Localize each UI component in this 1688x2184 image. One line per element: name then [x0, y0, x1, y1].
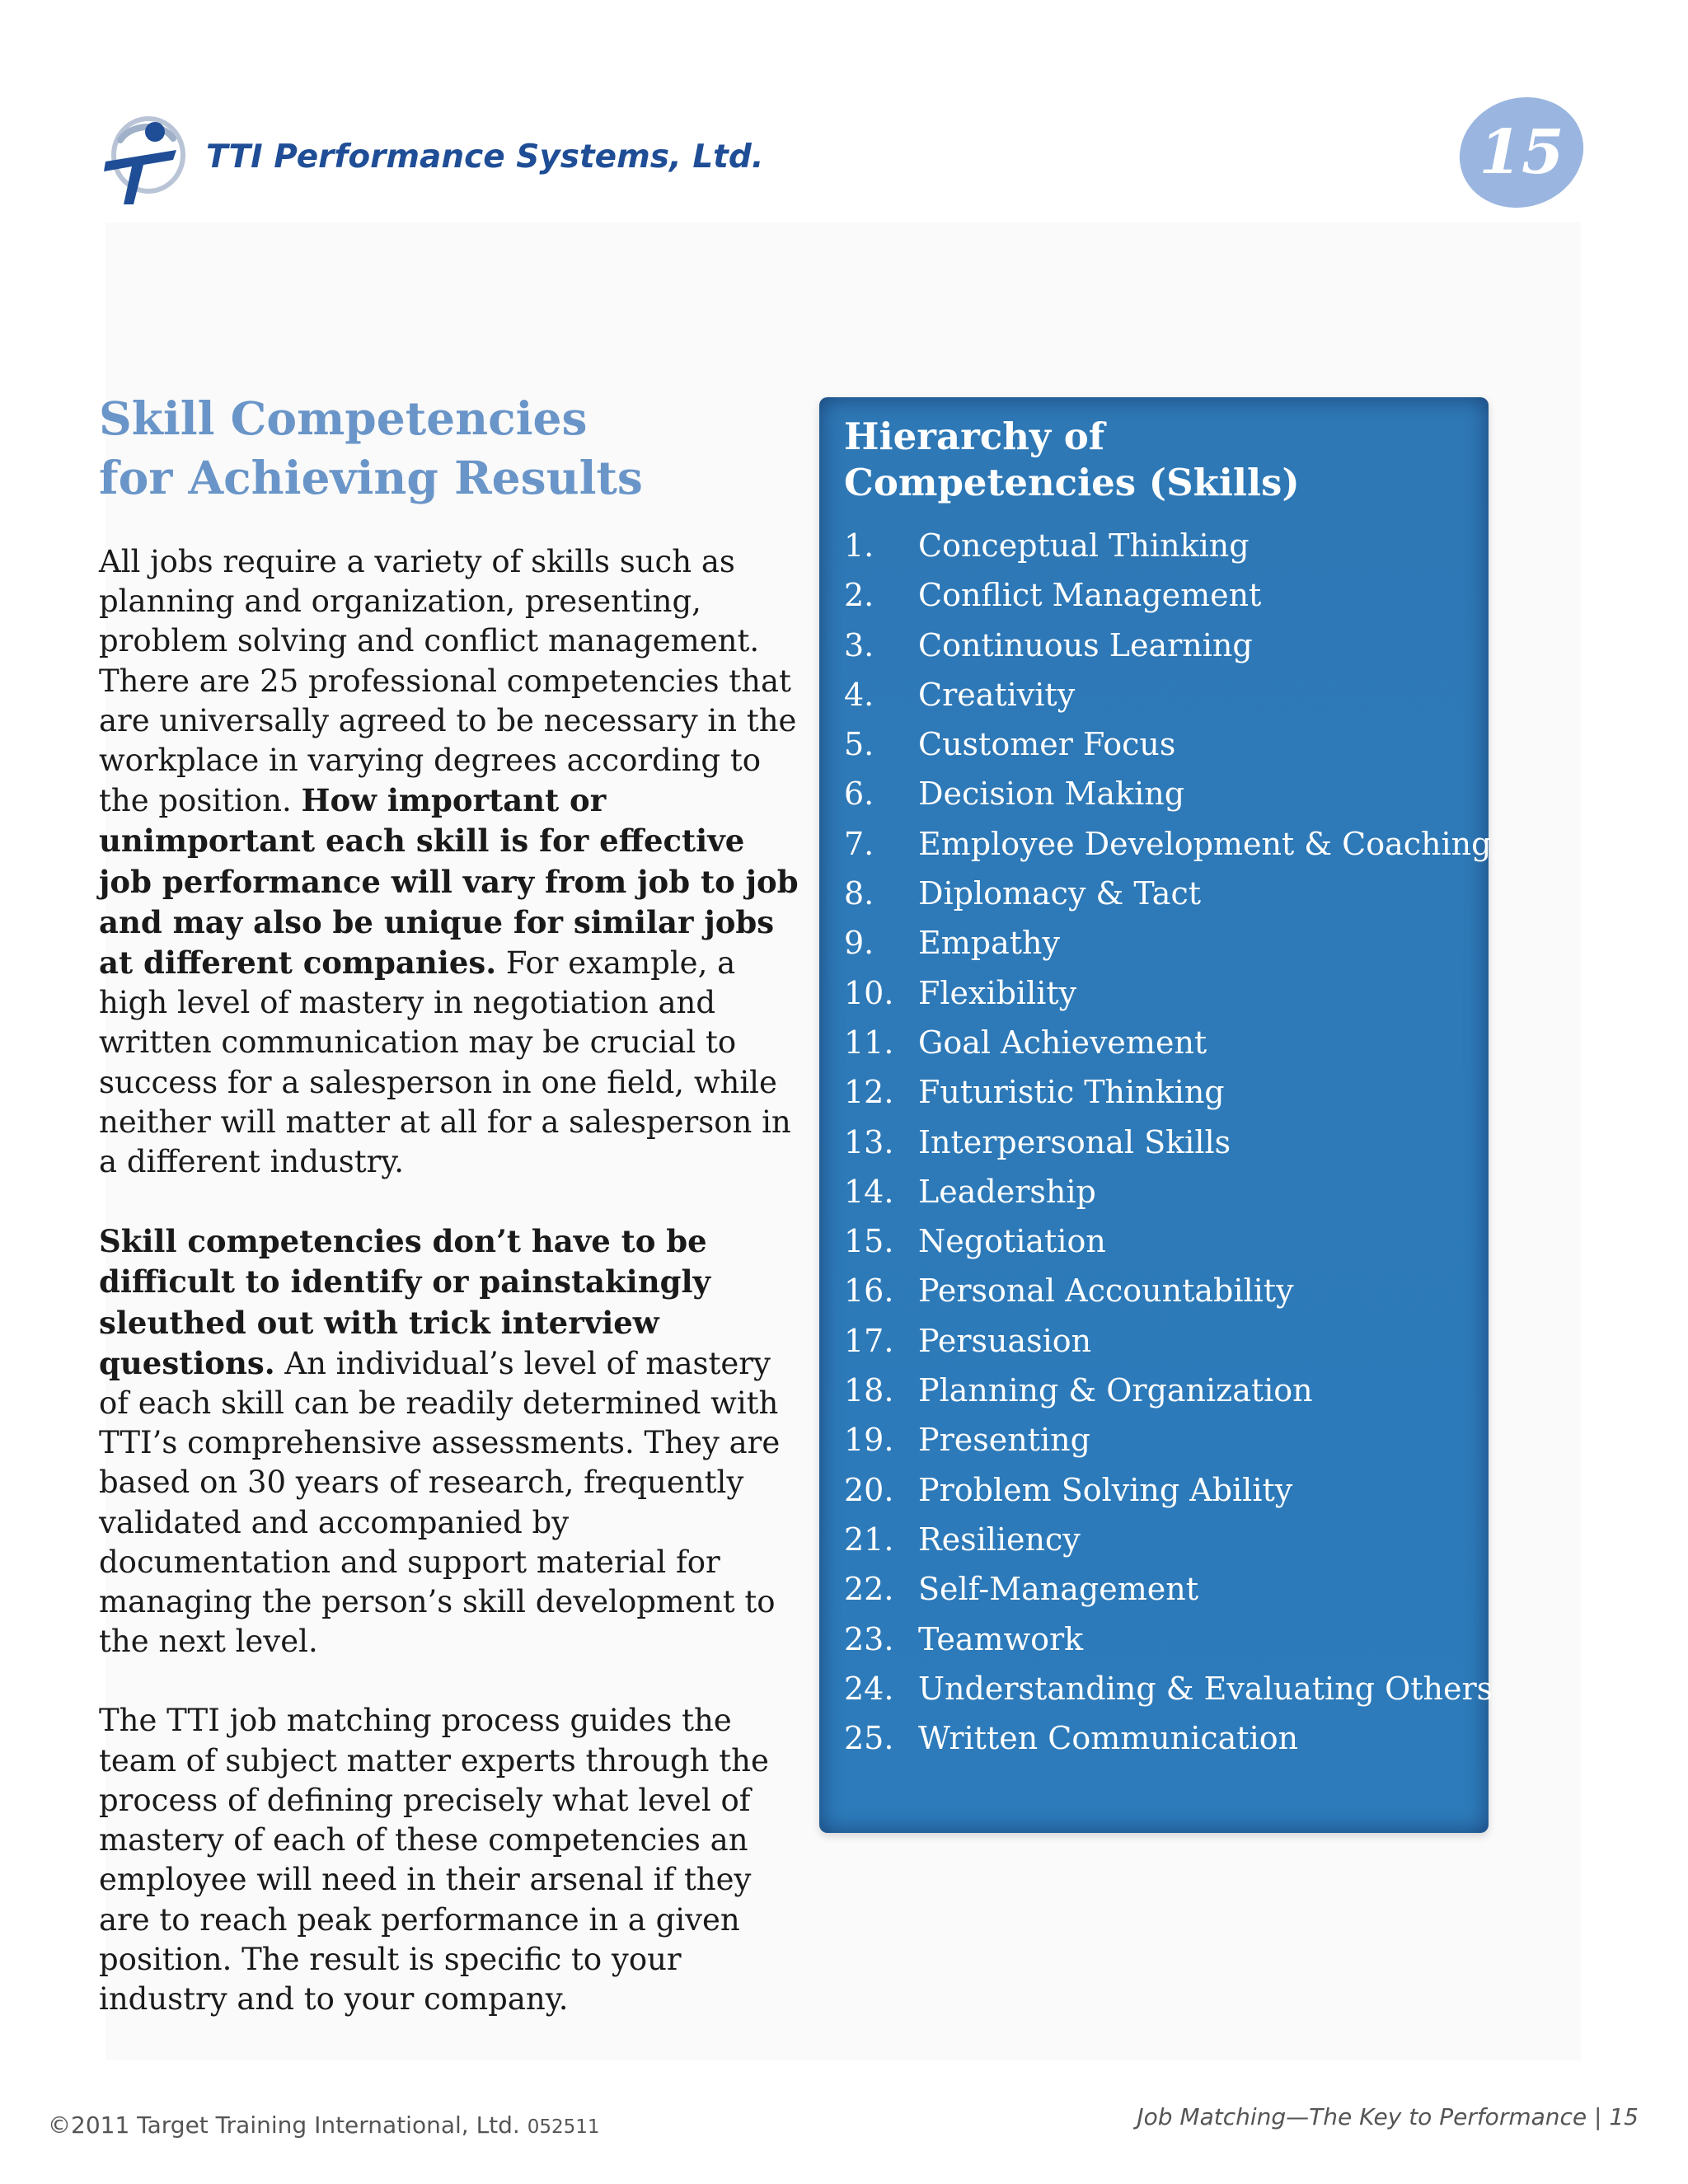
item-label: Decision Making — [918, 776, 1185, 813]
item-label: Creativity — [918, 676, 1076, 713]
item-number: 7. — [844, 825, 874, 862]
item-label: Teamwork — [918, 1620, 1084, 1657]
item-number: 1. — [844, 527, 874, 564]
sidebar-title-line-2: Competencies (Skills) — [844, 461, 1300, 504]
competencies-sidebar — [819, 397, 1493, 1833]
item-label: Goal Achievement — [918, 1024, 1207, 1061]
competency-list — [844, 527, 1493, 1793]
item-number: 16. — [844, 1272, 894, 1310]
item-label: Continuous Learning — [918, 626, 1253, 663]
document-code: 052511 — [527, 2116, 600, 2138]
p1-example: For example, a high level of mastery in negotiation and written communication may be crucial to success for a salesperson in one field, while neither will matter at all for a salesperson in a different industry. — [99, 945, 791, 1180]
item-number: 12. — [844, 1074, 894, 1111]
list-item — [844, 1720, 1479, 1793]
item-label: Negotiation — [918, 1223, 1106, 1260]
title-line-1: Skill Competencies — [99, 391, 588, 445]
item-number: 13. — [844, 1123, 894, 1160]
sidebar-title-line-1: Hierarchy of — [844, 415, 1105, 458]
item-label: Leadership — [918, 1173, 1096, 1210]
footer-running-title: Job Matching—The Key to Performance | 15 — [1137, 2103, 1639, 2130]
title-line-2: for Achieving Results — [99, 451, 643, 504]
p2-body: An individual’s level of mastery of each skill can be readily determined with TTI’s comprehensive assessments. They are based on 30 years of research, frequently validated and accompanied by documentation and support material for managing the person’s skill development to the next level. — [99, 1345, 781, 1660]
item-label: Employee Development & Coaching — [918, 825, 1492, 862]
item-number: 10. — [844, 974, 894, 1011]
body-text — [99, 542, 808, 2059]
page-number: 15 — [1479, 117, 1564, 188]
item-number: 21. — [844, 1521, 894, 1558]
item-label: Self-Management — [918, 1571, 1198, 1608]
item-number: 3. — [844, 626, 874, 663]
item-label: Conceptual Thinking — [918, 527, 1250, 564]
tti-logo-icon — [97, 107, 188, 214]
item-number: 24. — [844, 1670, 894, 1707]
item-number: 23. — [844, 1620, 894, 1657]
item-number: 19. — [844, 1422, 894, 1459]
item-number: 17. — [844, 1322, 894, 1359]
item-label: Diplomacy & Tact — [918, 875, 1202, 912]
item-label: Flexibility — [918, 974, 1077, 1011]
paragraph-2 — [99, 1221, 808, 1661]
item-label: Written Communication — [918, 1720, 1299, 1757]
item-label: Presenting — [918, 1422, 1090, 1459]
item-number: 25. — [844, 1720, 894, 1757]
item-number: 18. — [844, 1372, 894, 1409]
item-number: 2. — [844, 577, 874, 614]
item-number: 9. — [844, 925, 874, 962]
page-title — [99, 389, 808, 508]
page-number-badge — [1456, 92, 1587, 213]
item-number: 14. — [844, 1173, 894, 1210]
p1-emphasis: How important or unimportant each skill is for effective job performance will vary from job to job and may also be unique for similar jobs at different companies. — [99, 782, 799, 982]
item-number: 15. — [844, 1223, 894, 1260]
item-label: Personal Accountability — [918, 1272, 1294, 1310]
item-label: Planning & Organization — [918, 1372, 1313, 1409]
brand-name: TTI Performance Systems, Ltd. — [206, 138, 764, 176]
item-label: Futuristic Thinking — [918, 1074, 1225, 1111]
item-number: 5. — [844, 726, 874, 763]
copyright-text: ©2011 Target Training International, Ltd. — [48, 2111, 520, 2139]
paragraph-1 — [99, 542, 808, 1182]
item-number: 20. — [844, 1471, 894, 1508]
item-number: 8. — [844, 875, 874, 912]
p2-emphasis: Skill competencies don’t have to be difficult to identify or painstakingly sleuthed out with trick interview questions. — [99, 1223, 711, 1381]
item-label: Resiliency — [918, 1521, 1081, 1558]
item-number: 4. — [844, 676, 874, 713]
item-label: Understanding & Evaluating Others — [918, 1670, 1493, 1707]
p1-intro: All jobs require a variety of skills such as planning and organization, presenting, problem solving and conflict management. There are 25 professional competencies that are universally agreed to be necessary in the workplace in varying degrees according to the position. — [99, 544, 797, 819]
item-label: Conflict Management — [918, 577, 1262, 614]
item-label: Problem Solving Ability — [918, 1471, 1293, 1508]
item-number: 6. — [844, 776, 874, 813]
item-number: 22. — [844, 1571, 894, 1608]
paragraph-3: The TTI job matching process guides the team of subject matter experts through the process of defining precisely what level of mastery of each of these competencies an employee will need in their arsenal if they are to reach peak performance in a given position. The result is specific to your industry and to your company. — [99, 1703, 769, 2017]
footer-copyright — [48, 2111, 600, 2139]
item-label: Persuasion — [918, 1322, 1092, 1359]
item-label: Empathy — [918, 925, 1060, 962]
item-label: Customer Focus — [918, 726, 1176, 763]
sidebar-title — [844, 414, 1300, 506]
item-label: Interpersonal Skills — [918, 1123, 1231, 1160]
item-number: 11. — [844, 1024, 894, 1061]
